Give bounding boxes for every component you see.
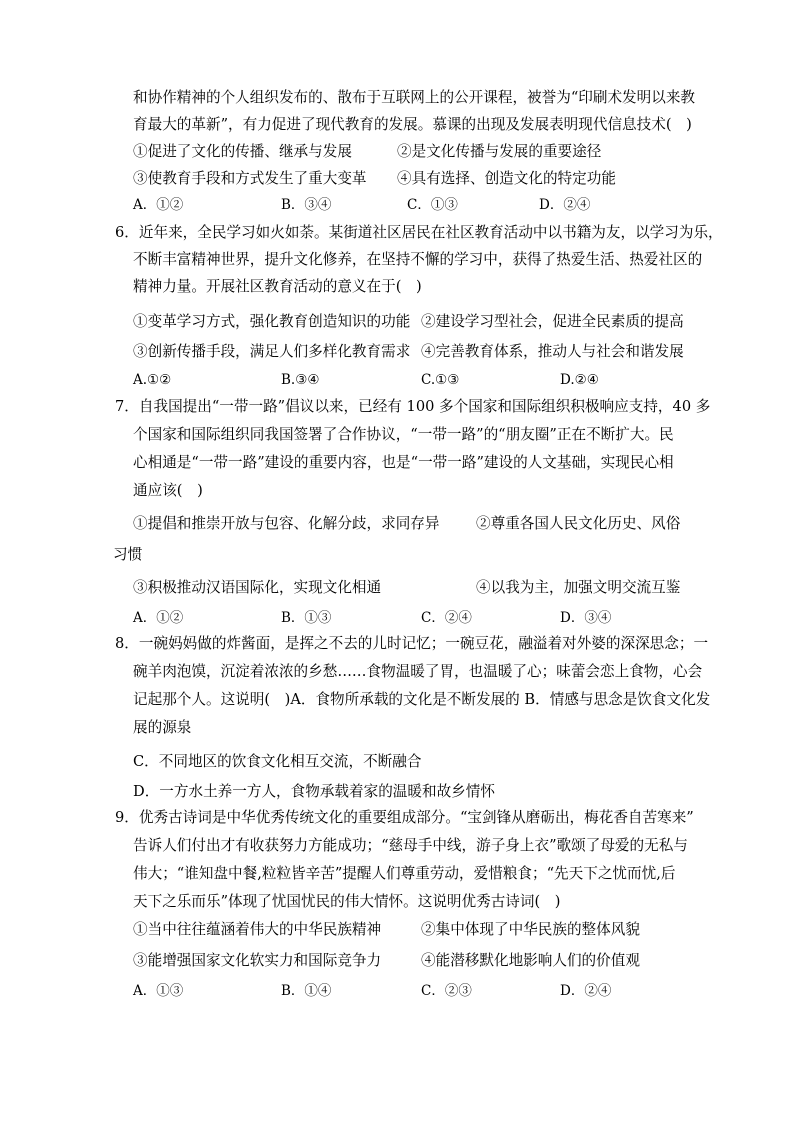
answer-option: A．①② (133, 610, 184, 626)
text-line: 8．一碗妈妈做的炸酱面，是挥之不去的儿时记忆；一碗豆花，融溢着对外婆的深深思念；一 (115, 635, 709, 652)
answer-option: A.①② (133, 372, 172, 388)
text-line: ③创新传播手段，满足人们多样化教育需求 (133, 343, 411, 360)
text-line: 个国家和国际组织同我国签署了合作协议，“一带一路”的“朋友圈”正在不断扩大。民 (133, 426, 674, 443)
answer-option: C．②③ (421, 983, 472, 999)
text-line: D．一方水土养一方人，食物承载着家的温暖和故乡情怀 (133, 783, 495, 800)
text-line: ①当中往往蕴涵着伟大的中华民族精神 (133, 921, 382, 938)
text-line: 6．近年来，全民学习如火如荼。某街道社区居民在社区教育活动中以书籍为友，以学习为乐， (115, 224, 723, 241)
text-line: 天下之乐而乐”体现了忧国忧民的伟大情怀。这说明优秀古诗词( ) (133, 893, 561, 910)
answer-option: A．①③ (133, 983, 184, 999)
text-line: ④以我为主，加强文明交流互鉴 (476, 579, 681, 596)
answer-option: C．②④ (421, 610, 472, 626)
answer-option: B.③④ (281, 372, 320, 388)
text-line: ②建设学习型社会，促进全民素质的提高 (421, 313, 684, 330)
text-line: C．不同地区的饮食文化相互交流，不断融合 (133, 753, 422, 770)
text-line: ②集中体现了中华民族的整体风貌 (421, 921, 640, 938)
text-line: 记起那个人。这说明( )A．食物所承载的文化是不断发展的 B．情感与思念是饮食文化发 (133, 691, 711, 708)
text-line: ④具有选择、创造文化的特定功能 (397, 170, 616, 187)
text-line: 9．优秀古诗词是中华优秀传统文化的重要组成部分。“宝剑锋从磨砺出，梅花香自苦寒来” (115, 809, 694, 826)
text-line: 不断丰富精神世界，提升文化修养，在坚持不懈的学习中，获得了热爱生活、热爱社区的 (133, 251, 703, 268)
answer-option: C．①③ (407, 197, 458, 213)
text-line: ②尊重各国人民文化历史、风俗 (476, 515, 681, 532)
text-line: ④能潜移默化地影响人们的价值观 (421, 952, 640, 969)
answer-option: B．①④ (281, 983, 332, 999)
text-line: ③使教育手段和方式发生了重大变革 (133, 170, 367, 187)
text-line: 心相通是“一带一路”建设的重要内容，也是“一带一路”建设的人文基础，实现民心相 (133, 454, 674, 471)
answer-option: B．③④ (281, 197, 332, 213)
text-line: ③积极推动汉语国际化，实现文化相通 (133, 579, 382, 596)
text-line: 育最大的革新”，有力促进了现代教育的发展。慕课的出现及发展表明现代信息技术( ) (133, 116, 692, 133)
text-line: ②是文化传播与发展的重要途径 (397, 143, 602, 160)
text-line: ①变革学习方式，强化教育创造知识的功能 (133, 313, 411, 330)
text-line: 碗羊肉泡馍，沉淀着浓浓的乡愁……食物温暖了胃，也温暖了心；味蕾会恋上食物，心会 (133, 663, 703, 680)
text-line: 和协作精神的个人组织发布的、散布于互联网上的公开课程，被誉为“印刷术发明以来教 (133, 89, 696, 106)
answer-option: A．①② (133, 197, 184, 213)
text-line: ①提倡和推崇开放与包容、化解分歧，求同存异 (133, 515, 440, 532)
text-line: 精神力量。开展社区教育活动的意义在于( ) (133, 278, 422, 295)
text-line: 展的源泉 (133, 719, 192, 736)
answer-option: D．②④ (560, 983, 612, 999)
text-line: 通应该( ) (133, 482, 203, 499)
answer-option: D.②④ (560, 372, 599, 388)
answer-option: C.①③ (421, 372, 460, 388)
answer-option: B．①③ (281, 610, 332, 626)
text-line: ③能增强国家文化软实力和国际竞争力 (133, 952, 382, 969)
answer-option: D．③④ (560, 610, 612, 626)
text-line: ①促进了文化的传播、继承与发展 (133, 143, 352, 160)
text-line: ④完善教育体系，推动人与社会和谐发展 (421, 343, 684, 360)
answer-option: D．②④ (539, 197, 591, 213)
text-line: 告诉人们付出才有收获努力方能成功；“慈母手中线，游子身上衣”歌颂了母爱的无私与 (133, 837, 688, 854)
text-line: 伟大；“谁知盘中餐,粒粒皆辛苦”提醒人们尊重劳动，爱惜粮食；“先天下之忧而忧,后 (133, 865, 676, 882)
text-line: 习惯 (113, 546, 143, 563)
text-line: 7．自我国提出“一带一路”倡议以来，已经有 100 多个国家和国际组织积极响应支持，40 多 (115, 398, 711, 415)
